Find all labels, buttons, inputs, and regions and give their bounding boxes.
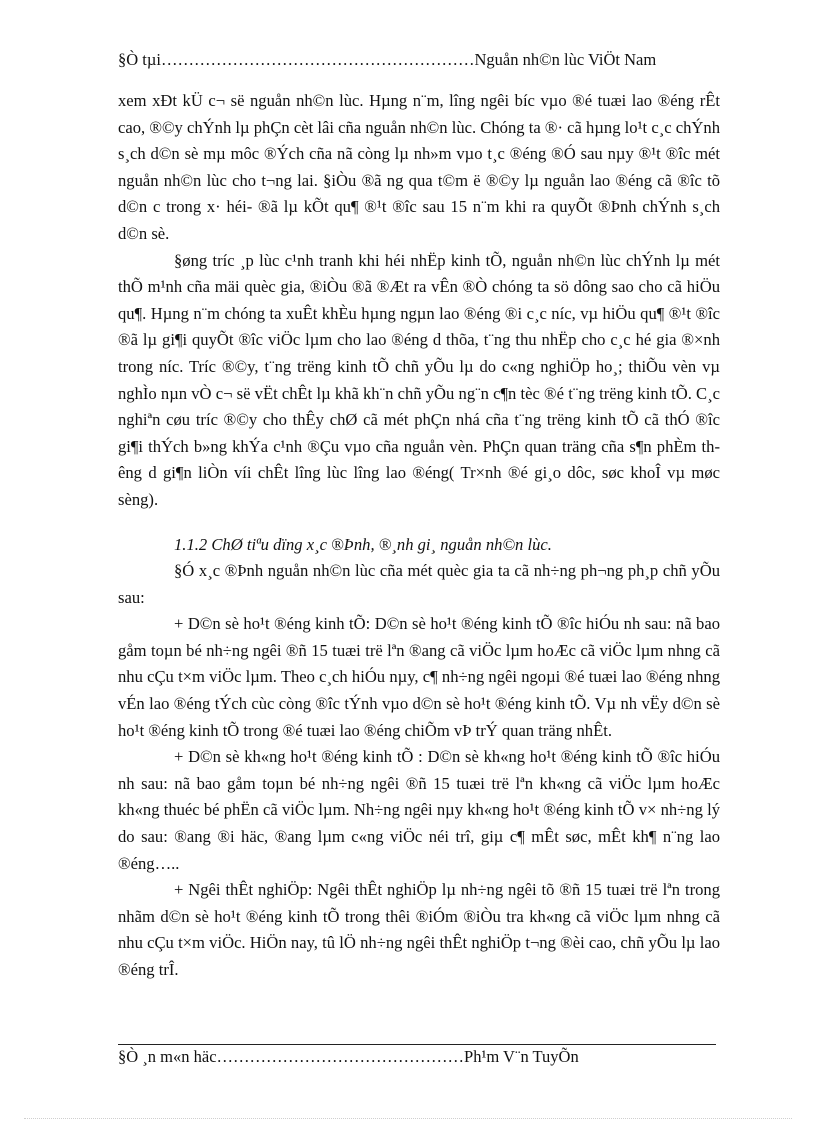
- page-footer: §Ò ¸n m«n häc………………………………………Ph¹m V¨n TuyÕn: [118, 1047, 579, 1066]
- page-bottom-edge: [24, 1118, 792, 1119]
- document-body: [118, 88, 720, 984]
- paragraph-unemployed: + Ngêi thÊt nghiÖp: Ngêi thÊt nghiÖp lµ nh÷ng ngêi tõ ®ñ 15 tuæi trë lªn trong nhãm d©n sè ho¹t ®éng kinh tÕ trong thêi ®iÓm ®iÒu tra kh«ng cã viÖc lµm nhng cã nhu cÇu t×m viÖc. HiÖn nay, tû lÖ nh÷ng ngêi thÊt nghiÖp t¬ng ®èi cao, chñ yÕu lµ lao ®éng trÎ.: [118, 880, 720, 979]
- paragraph-methods-intro: §Ó x¸c ®Þnh nguån nh©n lùc cña mét quèc gia ta cã nh÷ng ph¬ng ph¸p chñ yÕu sau:: [118, 561, 720, 607]
- paragraph-active-population: + D©n sè ho¹t ®éng kinh tÕ: D©n sè ho¹t ®éng kinh tÕ ®îc hiÓu nh sau: nã bao gåm toµn bé nh÷ng ngêi ®ñ 15 tuæi trë lªn ®ang cã viÖc lµm hoÆc cã viÖc lµm nhng cã nhu cÇu t×m viÖc lµm. Theo c¸ch hiÓu nµy, c¶ nh÷ng ngêi ngoµi ®é tuæi lao ®éng nhng vÉn lao ®éng tÝch cùc còng ®îc tÝnh vµo d©n sè ho¹t ®éng kinh tÕ. Vµ nh vËy d©n sè ho¹t ®éng kinh tÕ trong ®é tuæi lao ®éng chiÕm vÞ trÝ quan träng nhÊt.: [118, 614, 720, 740]
- paragraph-inactive-population: + D©n sè kh«ng ho¹t ®éng kinh tÕ : D©n sè kh«ng ho¹t ®éng kinh tÕ ®îc hiÓu nh sau: nã bao gåm toµn bé nh÷ng ngêi ®ñ 15 tuæi trë lªn kh«ng cã viÖc lµm hoÆc kh«ng thuéc bé phËn cã viÖc lµm. Nh÷ng ngêi nµy kh«ng ho¹t ®éng kinh tÕ v× nh÷ng lý do sau: ®ang ®i häc, ®ang lµm c«ng viÖc néi trî, giµ c¶ mÊt søc, mÊt kh¶ n¨ng lao ®éng…..: [118, 747, 720, 873]
- paragraph-continuation: xem xÐt kÜ c¬ së nguån nh©n lùc. Hµng n¨m, lîng ngêi bíc vµo ®é tuæi lao ®éng rÊt cao, ®©y chÝnh lµ phÇn cèt lâi cña nguån nh©n lùc. Chóng ta ®· cã hµng lo¹t c¸c chÝnh s¸ch d©n sè mµ môc ®Ých cña nã còng lµ nh»m vµo t¸c ®éng ®Ó sau nµy ®¹t ®îc mét nguån nh©n lùc cho t¬ng lai. §iÒu ®ã ng qua t©m ë ®©y lµ nguån lao ®éng cã ®îc tõ d©n c trong x· héi- ®ã lµ kÕt qu¶ ®¹t ®îc sau 15 n¨m khi ra quyÕt ®Þnh chÝnh s¸ch d©n sè.: [118, 91, 720, 243]
- paragraph-integration: §øng tríc ¸p lùc c¹nh tranh khi héi nhËp kinh tÕ, nguån nh©n lùc chÝnh lµ mét thÕ m¹nh cña mäi quèc gia, ®iÒu ®ã ®Æt ra vÊn ®Ò chóng ta sö dông sao cho cã hiÖu qu¶. Hµng n¨m chóng ta xuÊt khÈu hµng ngµn lao ®éng ®i c¸c níc, vµ hiÖu qu¶ ®¹t ®îc ®ã lµ gi¶i quyÕt ®îc viÖc lµm cho lao ®éng d thõa, t¨ng thu nhËp cho c¸c hé gia ®×nh trong níc. Tríc ®©y, t¨ng trëng kinh tÕ chñ yÕu lµ do c«ng nghiÖp ho¸; thiÕu vèn vµ nghÌo nµn vÒ c¬ së vËt chÊt lµ khã kh¨n chñ yÕu ng¨n c¶n tèc ®é t¨ng trëng kinh tÕ. C¸c nghiªn cøu tríc ®©y cho thÊy chØ cã mét phÇn nhá cña t¨ng trëng kinh tÕ cã thÓ ®îc gi¶i thÝch b»ng khÝa c¹nh ®Çu vµo cña nguån vèn. PhÇn quan träng cña s¶n phÈm thêng d gi¶n liÒn víi chÊt lîng lùc lîng lao ®éng( Tr×nh ®é gi¸o dôc, søc khoÎ vµ møc sèng).: [118, 250, 720, 509]
- section-heading: 1.1.2 ChØ tiªu dïng x¸c ®Þnh, ®¸nh gi¸ nguån nh©n lùc.: [174, 534, 552, 554]
- page-header: §Ò tµi…………………………………………………Nguån nh©n lùc ViÖt Nam: [118, 50, 657, 69]
- footer-divider: [118, 1044, 716, 1045]
